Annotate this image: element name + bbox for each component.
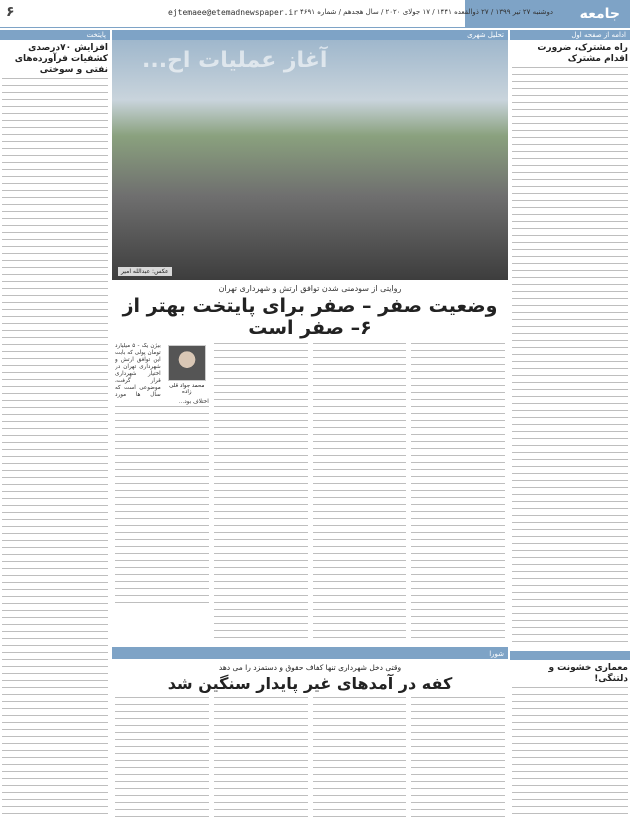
lead-photo: [112, 40, 508, 280]
lead-column: [115, 343, 209, 643]
sub-article: [112, 647, 508, 820]
right-column-bottom-headline: معماری خشونت و دلتنگی!: [548, 663, 628, 684]
header-rule: [0, 27, 630, 28]
author-photo: [168, 345, 206, 381]
dateline: دوشنبه ۲۷ تیر ۱۳۹۹ / ۲۷ ذوالقعده ۱۴۴۱ / ۱۷ جولای ۲۰۲۰ / سال هجدهم / شماره ۴۶۹۱: [300, 8, 554, 16]
sub-supertitle: وقتی دخل شهرداری تنها کفاف حقوق و دستمزد را می دهد: [218, 663, 402, 672]
sub-tag: شورا: [112, 649, 508, 659]
supertitle: روایتی از سودمنی شدن توافق ارتش و شهرداری تهران: [218, 284, 402, 293]
article-text: [512, 687, 628, 820]
email-address: ejtemaee@etemadnewspaper.ir: [168, 8, 299, 17]
capital-tag: پایتخت: [0, 30, 110, 40]
masthead: [0, 0, 630, 28]
article-text: [2, 78, 108, 818]
photo-caption: عکس: عبدالله امیر: [118, 267, 172, 276]
right-column-headline: راه مشترک، ضرورت اقدام مشترک: [537, 43, 628, 64]
article-text: [512, 67, 628, 647]
left-column-headline: افزایش ۷۰درصدی کشفیات فرآورده‌های نفتی و سوختی: [14, 43, 108, 75]
divider-bar: [510, 651, 630, 660]
main-tag: تحلیل شهری: [112, 30, 508, 40]
page-number: ۶: [6, 4, 15, 20]
section-label: جامعه: [465, 0, 630, 28]
article-body: [112, 343, 508, 643]
lead-text: بیژن یک - ۵ میلیارد تومان پولی که بابت این توافق ارتش و شهرداری تهران در اختیار شهرداری قرار گرفت، موضوعی است که سال ها مورد اختلاف بود...: [115, 343, 209, 405]
continued-tag: ادامه از صفحه اول: [510, 30, 630, 40]
sub-headline: کفه در آمدهای غیر پایدار سنگین شد: [167, 674, 453, 693]
author-box: [165, 343, 209, 395]
main-column: [112, 30, 508, 820]
main-headline: وضعیت صفر – صفر برای پایتخت بهتر از ۶– صفر است: [122, 295, 498, 339]
author-name: محمد جواد قلی زاده: [169, 383, 205, 395]
sub-article-body: [112, 697, 508, 820]
photo-banner: آغاز عملیات اح...: [142, 48, 328, 73]
right-column: [510, 30, 630, 820]
left-column: [0, 30, 110, 820]
